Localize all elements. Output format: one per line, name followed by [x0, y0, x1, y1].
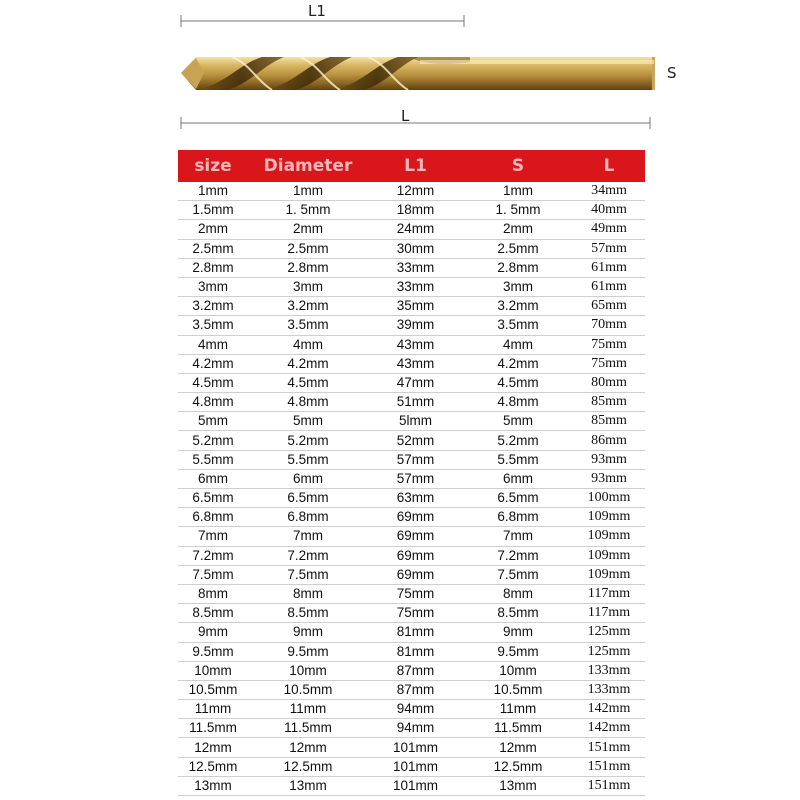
table-row: [178, 508, 645, 527]
diameter-cell: 4.8mm: [248, 393, 368, 412]
l-cell: 133mm: [573, 661, 645, 680]
table-row: [178, 220, 645, 239]
l-cell: 61mm: [573, 258, 645, 277]
l1-cell: 81mm: [368, 623, 463, 642]
s-cell: 1. 5mm: [463, 201, 573, 220]
label-s: S: [667, 64, 677, 82]
l-cell: 142mm: [573, 700, 645, 719]
diameter-cell: 1mm: [248, 182, 368, 201]
header-s: S: [463, 150, 573, 182]
table-row: [178, 258, 645, 277]
l1-cell: 33mm: [368, 277, 463, 296]
s-cell: 4mm: [463, 335, 573, 354]
drill-bit: [181, 57, 655, 90]
size-cell: 3.5mm: [178, 316, 248, 335]
table-row: [178, 719, 645, 738]
size-cell: 7.5mm: [178, 565, 248, 584]
l1-cell: 33mm: [368, 258, 463, 277]
s-cell: 4.5mm: [463, 373, 573, 392]
diameter-cell: 10.5mm: [248, 680, 368, 699]
s-cell: 5.5mm: [463, 450, 573, 469]
table-row: [178, 776, 645, 795]
diameter-cell: 2.5mm: [248, 239, 368, 258]
l-dimension-line: [181, 117, 650, 129]
s-cell: 10.5mm: [463, 680, 573, 699]
diameter-cell: 3.2mm: [248, 297, 368, 316]
l1-cell: 87mm: [368, 680, 463, 699]
table-row: [178, 546, 645, 565]
l1-cell: 94mm: [368, 719, 463, 738]
l-cell: 40mm: [573, 201, 645, 220]
size-cell: 1mm: [178, 182, 248, 201]
l1-cell: 69mm: [368, 565, 463, 584]
table-row: [178, 738, 645, 757]
diameter-cell: 5.5mm: [248, 450, 368, 469]
table-row: [178, 489, 645, 508]
size-cell: 6mm: [178, 469, 248, 488]
size-cell: 1.5mm: [178, 201, 248, 220]
l1-cell: 57mm: [368, 450, 463, 469]
s-cell: 9.5mm: [463, 642, 573, 661]
size-cell: 11.5mm: [178, 719, 248, 738]
table-row: [178, 182, 645, 201]
table-row: [178, 335, 645, 354]
l-cell: 142mm: [573, 719, 645, 738]
l-cell: 65mm: [573, 297, 645, 316]
l1-cell: 69mm: [368, 508, 463, 527]
s-cell: 5mm: [463, 412, 573, 431]
diameter-cell: 6mm: [248, 469, 368, 488]
s-cell: 2.8mm: [463, 258, 573, 277]
header-size: size: [178, 150, 248, 182]
size-cell: 3.2mm: [178, 297, 248, 316]
size-cell: 6.8mm: [178, 508, 248, 527]
table-row: [178, 661, 645, 680]
s-cell: 8mm: [463, 584, 573, 603]
header-diameter: Diameter: [248, 150, 368, 182]
diameter-cell: 12.5mm: [248, 757, 368, 776]
l-cell: 151mm: [573, 738, 645, 757]
table-row: [178, 527, 645, 546]
l-cell: 49mm: [573, 220, 645, 239]
drill-spec-table: [178, 150, 645, 796]
label-l1: L1: [308, 2, 326, 20]
diameter-cell: 9.5mm: [248, 642, 368, 661]
l-cell: 109mm: [573, 508, 645, 527]
diameter-cell: 12mm: [248, 738, 368, 757]
size-cell: 10mm: [178, 661, 248, 680]
l-cell: 85mm: [573, 412, 645, 431]
size-cell: 2.8mm: [178, 258, 248, 277]
l1-cell: 52mm: [368, 431, 463, 450]
l-cell: 133mm: [573, 680, 645, 699]
table-row: [178, 700, 645, 719]
size-cell: 4.2mm: [178, 354, 248, 373]
l1-cell: 51mm: [368, 393, 463, 412]
l-cell: 61mm: [573, 277, 645, 296]
l1-cell: 12mm: [368, 182, 463, 201]
l-cell: 125mm: [573, 642, 645, 661]
table-row: [178, 565, 645, 584]
l1-cell: 5lmm: [368, 412, 463, 431]
size-cell: 8.5mm: [178, 604, 248, 623]
diameter-cell: 6.5mm: [248, 489, 368, 508]
size-cell: 10.5mm: [178, 680, 248, 699]
l-cell: 125mm: [573, 623, 645, 642]
diameter-cell: 3mm: [248, 277, 368, 296]
s-cell: 6.5mm: [463, 489, 573, 508]
s-cell: 7.5mm: [463, 565, 573, 584]
diameter-cell: 10mm: [248, 661, 368, 680]
diameter-cell: 2.8mm: [248, 258, 368, 277]
drill-bit-diagram: [0, 0, 800, 140]
l-cell: 117mm: [573, 584, 645, 603]
s-cell: 5.2mm: [463, 431, 573, 450]
size-cell: 12.5mm: [178, 757, 248, 776]
s-cell: 6mm: [463, 469, 573, 488]
l-cell: 75mm: [573, 335, 645, 354]
s-cell: 3.2mm: [463, 297, 573, 316]
size-cell: 3mm: [178, 277, 248, 296]
diameter-cell: 11.5mm: [248, 719, 368, 738]
s-cell: 3.5mm: [463, 316, 573, 335]
s-cell: 4.2mm: [463, 354, 573, 373]
diameter-cell: 6.8mm: [248, 508, 368, 527]
diameter-cell: 9mm: [248, 623, 368, 642]
table-row: [178, 757, 645, 776]
l-cell: 80mm: [573, 373, 645, 392]
l1-cell: 57mm: [368, 469, 463, 488]
size-cell: 2.5mm: [178, 239, 248, 258]
s-cell: 6.8mm: [463, 508, 573, 527]
l1-cell: 43mm: [368, 354, 463, 373]
size-cell: 9mm: [178, 623, 248, 642]
diameter-cell: 5.2mm: [248, 431, 368, 450]
s-cell: 2mm: [463, 220, 573, 239]
l-cell: 70mm: [573, 316, 645, 335]
table-row: [178, 623, 645, 642]
l1-cell: 35mm: [368, 297, 463, 316]
size-cell: 5mm: [178, 412, 248, 431]
table-row: [178, 412, 645, 431]
table-row: [178, 642, 645, 661]
table-row: [178, 239, 645, 258]
size-cell: 6.5mm: [178, 489, 248, 508]
l-cell: 57mm: [573, 239, 645, 258]
s-cell: 11.5mm: [463, 719, 573, 738]
table-row: [178, 680, 645, 699]
size-cell: 11mm: [178, 700, 248, 719]
l-cell: 75mm: [573, 354, 645, 373]
l1-cell: 75mm: [368, 604, 463, 623]
l-cell: 151mm: [573, 757, 645, 776]
table-row: [178, 373, 645, 392]
header-l: L: [573, 150, 645, 182]
s-cell: 10mm: [463, 661, 573, 680]
diameter-cell: 4.2mm: [248, 354, 368, 373]
diameter-cell: 11mm: [248, 700, 368, 719]
size-cell: 8mm: [178, 584, 248, 603]
l-cell: 85mm: [573, 393, 645, 412]
l-cell: 109mm: [573, 546, 645, 565]
l1-cell: 94mm: [368, 700, 463, 719]
l-cell: 109mm: [573, 565, 645, 584]
l1-cell: 101mm: [368, 776, 463, 795]
diameter-cell: 4.5mm: [248, 373, 368, 392]
diameter-cell: 13mm: [248, 776, 368, 795]
size-cell: 4mm: [178, 335, 248, 354]
diameter-cell: 3.5mm: [248, 316, 368, 335]
l-cell: 86mm: [573, 431, 645, 450]
l-cell: 93mm: [573, 450, 645, 469]
size-cell: 12mm: [178, 738, 248, 757]
s-cell: 4.8mm: [463, 393, 573, 412]
diameter-cell: 8mm: [248, 584, 368, 603]
l1-cell: 30mm: [368, 239, 463, 258]
table-row: [178, 354, 645, 373]
table-row: [178, 316, 645, 335]
l1-cell: 101mm: [368, 738, 463, 757]
l1-cell: 101mm: [368, 757, 463, 776]
s-cell: 7.2mm: [463, 546, 573, 565]
l1-cell: 87mm: [368, 661, 463, 680]
l-cell: 34mm: [573, 182, 645, 201]
l1-cell: 69mm: [368, 527, 463, 546]
size-cell: 7.2mm: [178, 546, 248, 565]
l1-cell: 39mm: [368, 316, 463, 335]
l-cell: 109mm: [573, 527, 645, 546]
diameter-cell: 5mm: [248, 412, 368, 431]
diameter-cell: 4mm: [248, 335, 368, 354]
diameter-cell: 8.5mm: [248, 604, 368, 623]
diameter-cell: 7.5mm: [248, 565, 368, 584]
size-cell: 5.5mm: [178, 450, 248, 469]
diameter-cell: 7.2mm: [248, 546, 368, 565]
table-row: [178, 201, 645, 220]
s-cell: 13mm: [463, 776, 573, 795]
label-l: L: [401, 107, 410, 125]
table-row: [178, 393, 645, 412]
l1-cell: 43mm: [368, 335, 463, 354]
table-body: [178, 182, 645, 796]
table-row: [178, 469, 645, 488]
l-cell: 151mm: [573, 776, 645, 795]
size-cell: 9.5mm: [178, 642, 248, 661]
header-l1: L1: [368, 150, 463, 182]
s-cell: 12mm: [463, 738, 573, 757]
table-header-row: [178, 150, 645, 182]
table-row: [178, 297, 645, 316]
l-cell: 93mm: [573, 469, 645, 488]
table-row: [178, 431, 645, 450]
size-cell: 2mm: [178, 220, 248, 239]
s-cell: 12.5mm: [463, 757, 573, 776]
table-row: [178, 584, 645, 603]
size-cell: 4.5mm: [178, 373, 248, 392]
l1-cell: 75mm: [368, 584, 463, 603]
s-cell: 8.5mm: [463, 604, 573, 623]
s-cell: 1mm: [463, 182, 573, 201]
diameter-cell: 2mm: [248, 220, 368, 239]
l1-cell: 24mm: [368, 220, 463, 239]
s-cell: 2.5mm: [463, 239, 573, 258]
l-cell: 100mm: [573, 489, 645, 508]
l-cell: 117mm: [573, 604, 645, 623]
diameter-cell: 1. 5mm: [248, 201, 368, 220]
l1-cell: 18mm: [368, 201, 463, 220]
s-cell: 9mm: [463, 623, 573, 642]
size-cell: 7mm: [178, 527, 248, 546]
size-cell: 4.8mm: [178, 393, 248, 412]
size-cell: 5.2mm: [178, 431, 248, 450]
diameter-cell: 7mm: [248, 527, 368, 546]
table-row: [178, 450, 645, 469]
l1-cell: 69mm: [368, 546, 463, 565]
s-cell: 7mm: [463, 527, 573, 546]
s-cell: 11mm: [463, 700, 573, 719]
size-cell: 13mm: [178, 776, 248, 795]
table-row: [178, 277, 645, 296]
s-cell: 3mm: [463, 277, 573, 296]
table-row: [178, 604, 645, 623]
l1-cell: 63mm: [368, 489, 463, 508]
l1-cell: 47mm: [368, 373, 463, 392]
l1-cell: 81mm: [368, 642, 463, 661]
